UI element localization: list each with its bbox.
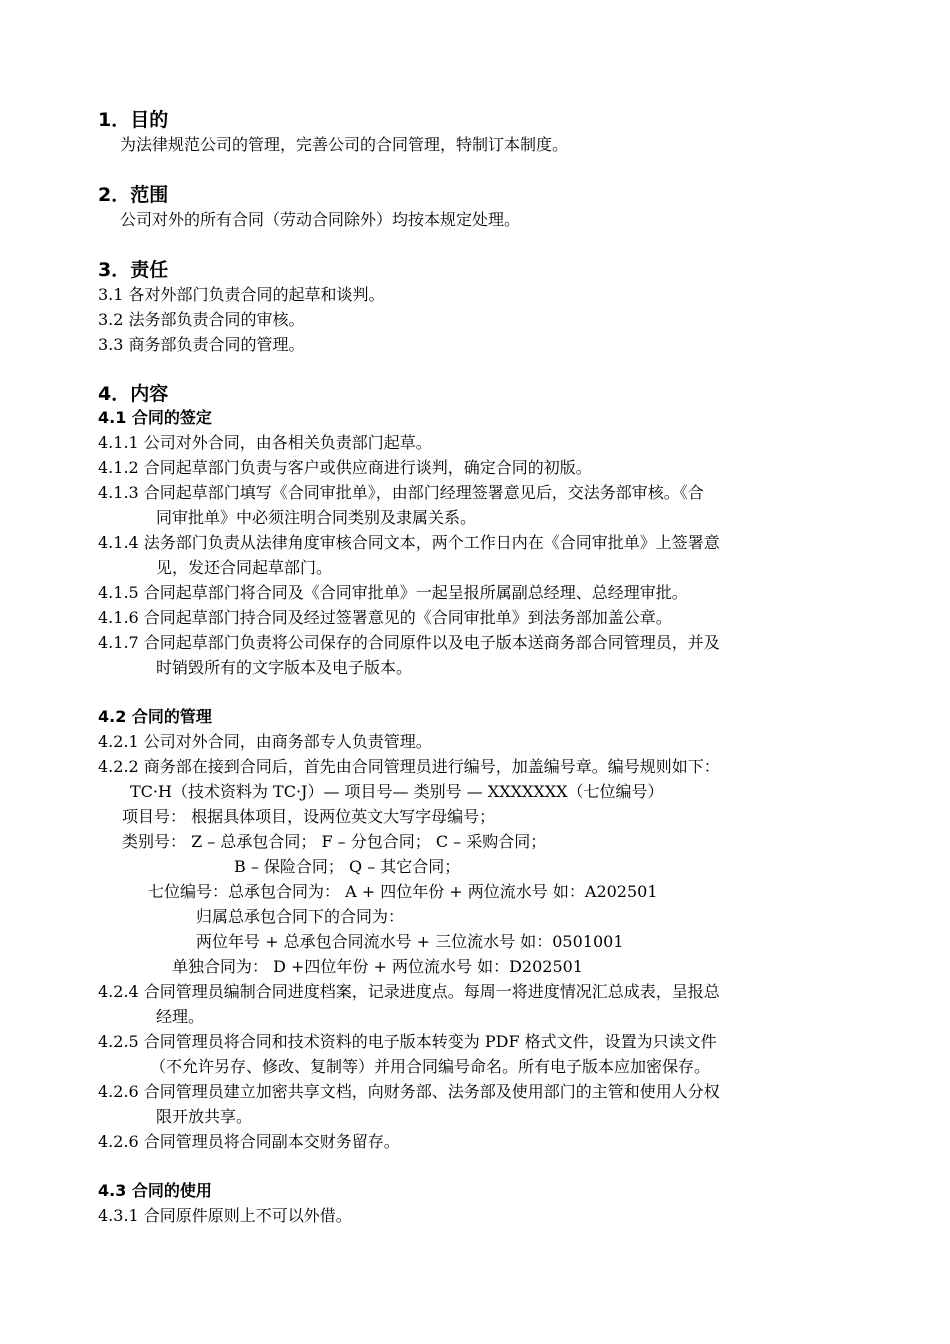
clause-line: 4.3.1 合同原件原则上不可以外借。 bbox=[98, 1206, 352, 1225]
clause-line: 4.1.2 合同起草部门负责与客户或供应商进行谈判，确定合同的初版。 bbox=[98, 458, 592, 477]
clause-line-continued: 同审批单》中必须注明合同类别及隶属关系。 bbox=[156, 508, 477, 527]
section-2-body: 公司对外的所有合同（劳动合同除外）均按本规定处理。 bbox=[120, 210, 521, 229]
numbering-rule: B – 保险合同； Q – 其它合同； bbox=[234, 857, 461, 876]
numbering-rule: 归属总承包合同下的合同为： bbox=[196, 907, 405, 926]
clause-line: 4.2.1 公司对外合同，由商务部专人负责管理。 bbox=[98, 732, 432, 751]
section-2-heading: 2．范围 bbox=[98, 184, 169, 206]
subsection-4-1-heading: 4.1 合同的签定 bbox=[98, 408, 212, 427]
section-4-heading: 4．内容 bbox=[98, 383, 169, 405]
numbering-rule: 两位年号 + 总承包合同流水号 + 三位流水号 如：0501001 bbox=[196, 932, 624, 951]
clause-line: 4.1.6 合同起草部门持合同及经过签署意见的《合同审批单》到法务部加盖公章。 bbox=[98, 608, 672, 627]
subsection-4-2-heading: 4.2 合同的管理 bbox=[98, 707, 212, 726]
section-3-item: 3.1 各对外部门负责合同的起草和谈判。 bbox=[98, 285, 385, 304]
clause-line: 4.1.3 合同起草部门填写《合同审批单》，由部门经理签署意见后，交法务部审核。《合 bbox=[98, 483, 704, 502]
numbering-rule: 七位编号：总承包合同为： A + 四位年份 + 两位流水号 如：A202501 bbox=[148, 882, 658, 901]
numbering-rule: 类别号： Z – 总承包合同； F – 分包合同； C – 采购合同； bbox=[122, 832, 547, 851]
clause-line: 4.1.7 合同起草部门负责将公司保存的合同原件以及电子版本送商务部合同管理员，并及 bbox=[98, 633, 720, 652]
clause-line-continued: 时销毁所有的文字版本及电子版本。 bbox=[156, 658, 413, 677]
clause-line: 4.1.4 法务部门负责从法律角度审核合同文本，两个工作日内在《合同审批单》上签署意 bbox=[98, 533, 720, 552]
section-1-heading: 1．目的 bbox=[98, 109, 169, 131]
clause-line: 4.2.4 合同管理员编制合同进度档案，记录进度点。每周一将进度情况汇总成表，呈报总 bbox=[98, 982, 720, 1001]
clause-line-continued: 经理。 bbox=[156, 1007, 205, 1026]
clause-line: 4.1.1 公司对外合同，由各相关负责部门起草。 bbox=[98, 433, 432, 452]
clause-line-continued: （不允许另存、修改、复制等）并用合同编号命名。所有电子版本应加密保存。 bbox=[150, 1057, 711, 1076]
section-3-heading: 3．责任 bbox=[98, 259, 169, 281]
section-1-body: 为法律规范公司的管理，完善公司的合同管理，特制订本制度。 bbox=[120, 135, 569, 154]
subsection-4-3-heading: 4.3 合同的使用 bbox=[98, 1181, 212, 1200]
section-3-item: 3.3 商务部负责合同的管理。 bbox=[98, 335, 305, 354]
clause-line: 4.2.6 合同管理员建立加密共享文档，向财务部、法务部及使用部门的主管和使用人分权 bbox=[98, 1082, 720, 1101]
numbering-rule: 项目号： 根据具体项目，设两位英文大写字母编号； bbox=[122, 807, 496, 826]
clause-line-continued: 限开放共享。 bbox=[156, 1107, 253, 1126]
clause-line: 4.2.6 合同管理员将合同副本交财务留存。 bbox=[98, 1132, 400, 1151]
clause-line: 4.1.5 合同起草部门将合同及《合同审批单》一起呈报所属副总经理、总经理审批。 bbox=[98, 583, 688, 602]
clause-line: 4.2.5 合同管理员将合同和技术资料的电子版本转变为 PDF 格式文件，设置为只读文件 bbox=[98, 1032, 717, 1051]
clause-line: 4.2.2 商务部在接到合同后，首先由合同管理员进行编号，加盖编号章。编号规则如下： bbox=[98, 757, 720, 776]
numbering-format: TC·H（技术资料为 TC·J）— 项目号— 类别号 — XXXXXXX（七位编号） bbox=[130, 782, 664, 801]
numbering-rule: 单独合同为： D +四位年份 + 两位流水号 如：D202501 bbox=[172, 957, 583, 976]
clause-line-continued: 见，发还合同起草部门。 bbox=[156, 558, 333, 577]
section-3-item: 3.2 法务部负责合同的审核。 bbox=[98, 310, 305, 329]
